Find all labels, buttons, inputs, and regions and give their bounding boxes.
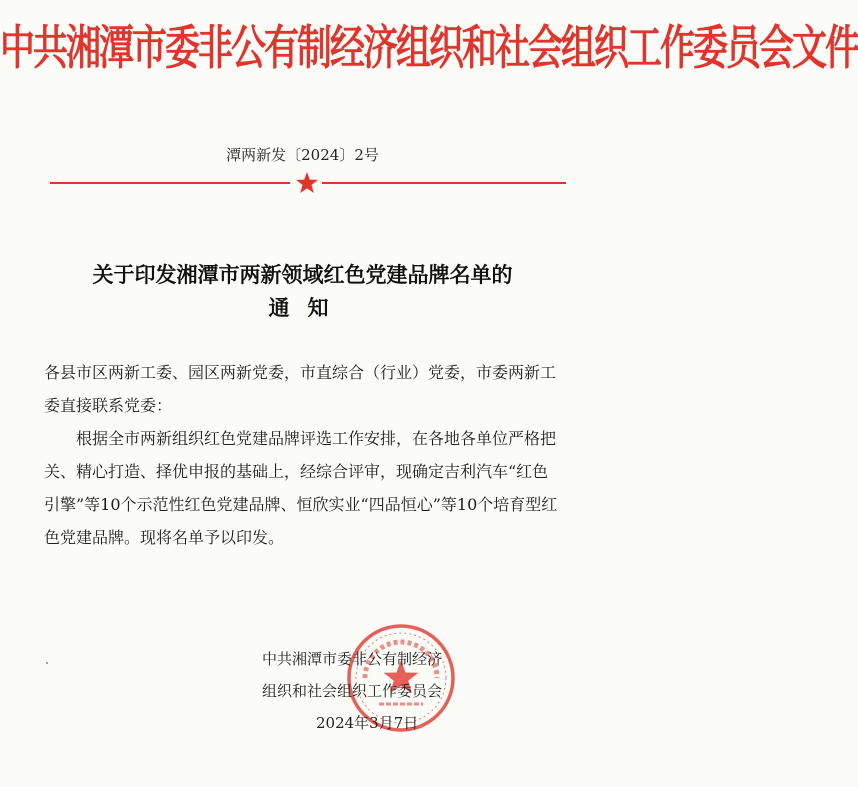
star-icon	[295, 171, 319, 195]
signature-date: 2024年3月7日	[316, 714, 419, 732]
signature-org-line1: 中共湘潭市委非公有制经济	[262, 650, 443, 668]
notice-title-line2: 通知	[268, 295, 347, 320]
notice-title-line1: 关于印发湘潭市两新领域红色党建品牌名单的	[92, 262, 513, 287]
salutation-text: 各县市区两新工委、园区两新党委，市直综合（行业）党委，市委两新工委直接联系党委：	[44, 363, 557, 415]
signature-org-line2: 组织和社会组织工作委员会	[262, 682, 443, 700]
document-header-title: 中共湘潭市委非公有制经济组织和社会组织工作委员会文件	[0, 21, 858, 76]
body-paragraph: 根据全市两新组织红色党建品牌评选工作安排，在各地各单位严格把关、精心打造、择优申报的基础上，经综合评审，现确定吉利汽车“红色引擎”等10个示范性红色党建品牌、恒欣实业“四品恒心”等10个培育型红色党建品牌。现将名单予以印发。	[44, 429, 558, 547]
header-divider-right	[322, 182, 566, 184]
document-number: 潭两新发〔2024〕2号	[226, 146, 379, 164]
header-divider-left	[50, 182, 290, 184]
scan-speck	[46, 662, 48, 664]
